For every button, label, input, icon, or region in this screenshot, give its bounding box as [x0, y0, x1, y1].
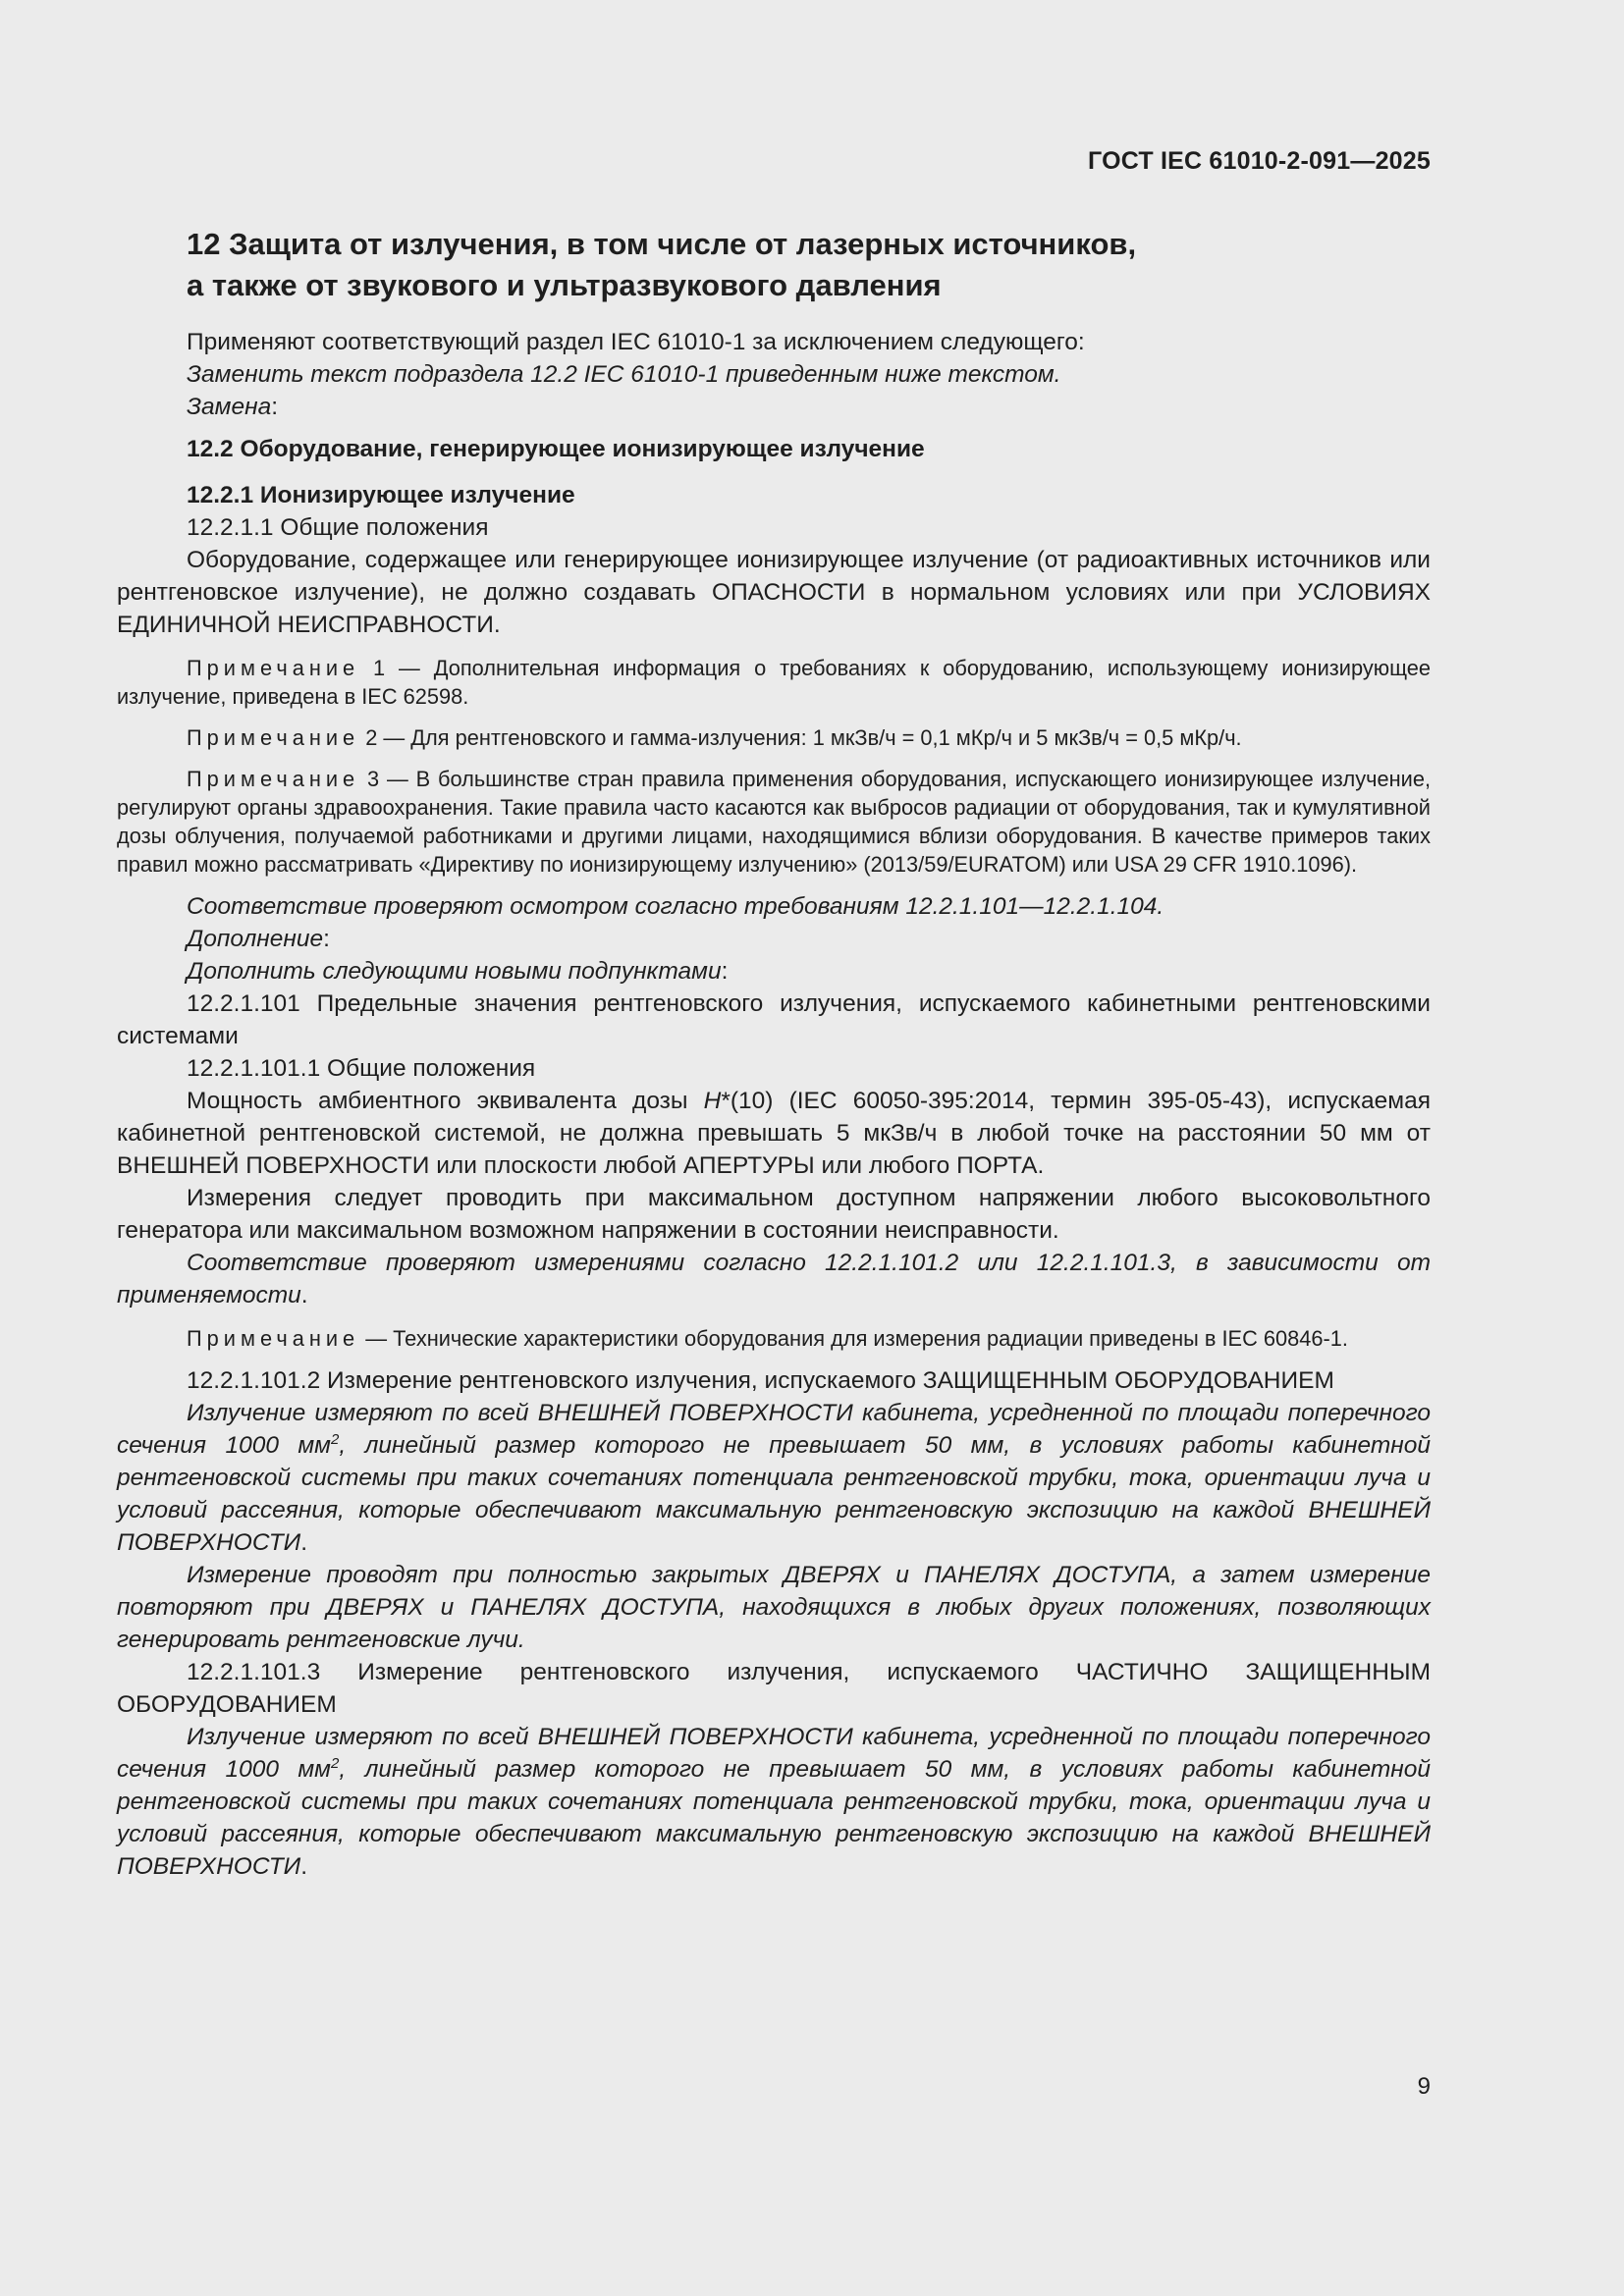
note-2: [117, 723, 1431, 752]
page-number: 9: [1417, 2073, 1431, 2100]
subsection-12-2-heading: 12.2 Оборудование, генерирующее ионизирующее излучение: [187, 436, 925, 462]
addition-word: Дополнение: [187, 926, 324, 952]
note-3: [117, 765, 1431, 879]
compliance-measurement-statement: [117, 1247, 1431, 1311]
protected-text-start: Излучение измеряют по всей ВНЕШНЕЙ ПОВЕРХНОСТИ кабинета, усредненной по площади поперечного сечения 1000 мм: [117, 1400, 1431, 1459]
partial-text-dot: .: [300, 1853, 308, 1880]
clause-12-2-1-101-1-heading: 12.2.1.101.1 Общие положения: [187, 1055, 536, 1082]
compliance-measurement-text: Соответствие проверяют измерениями согласно 12.2.1.101.2 или 12.2.1.101.3, в зависимости от применяемости: [117, 1250, 1431, 1308]
note-label: Примечание: [187, 656, 360, 680]
protected-text-end: , линейный размер которого не превышает 50 мм, в условиях работы кабинетной рентгеновской системы при таких сочетаниях потенциала рентгеновской трубки, тока, ориентации луча и условий рассеяния, которые обеспечивают максимальную рентгеновскую экспозицию на каждой ВНЕШНЕЙ ПОВЕРХНОСТИ: [117, 1432, 1431, 1556]
replacement-colon: :: [271, 394, 279, 420]
protected-text-dot: .: [300, 1529, 308, 1556]
clause-12-2-1-1-heading: 12.2.1.1 Общие положения: [187, 514, 489, 541]
note-3-text: 3 — В большинстве стран правила применения оборудования, испускающего ионизирующее излучение, регулируют органы здравоохранения. Такие правила часто касаются как выбросов радиации от оборудования, так и кумулятивной дозы облучения, получаемой работниками и другими лицами, находящимися вблизи оборудования. В качестве примеров таких правил можно рассматривать «Директиву по ионизирующему излучению» (2013/59/EURATOM) или USA 29 CFR 1910.1096).: [117, 767, 1431, 877]
partially-protected-measurement-paragraph: [117, 1721, 1431, 1883]
dose-rate-paragraph: [117, 1085, 1431, 1182]
clause-12-2-1-101-2-heading: 12.2.1.101.2 Измерение рентгеновского излучения, испускаемого ЗАЩИЩЕННЫМ ОБОРУДОВАНИЕМ: [187, 1367, 1334, 1394]
section-12-heading: [117, 224, 1431, 306]
replacement-word: Замена: [187, 394, 272, 420]
standard-code-header: ГОСТ IEC 61010-2-091—2025: [1088, 147, 1431, 175]
dose-rate-text-end: *(10) (IEC 60050-395:2014, термин 395-05-43), испускаемая кабинетной рентгеновской системой, не должна превышать 5 мкЗв/ч в любой точке на расстоянии 50 мм от ВНЕШНЕЙ ПОВЕРХНОСТИ или плоскости любой АПЕРТУРЫ или любого ПОРТА.: [117, 1088, 1431, 1179]
note-label: Примечание: [187, 725, 360, 750]
note-2-text: 2 — Для рентгеновского и гамма-излучения: 1 мкЗв/ч = 0,1 мКр/ч и 5 мкЗв/ч = 0,5 мКр/ч.: [359, 725, 1242, 750]
section-12-heading-line1: 12 Защита от излучения, в том числе от лазерных источников,: [187, 227, 1137, 261]
superscript-2: 2: [330, 1431, 340, 1448]
note-4-text: — Технические характеристики оборудования для измерения радиации приведены в IEC 60846-1.: [359, 1326, 1348, 1351]
page-content: [117, 224, 1431, 1883]
addition-instruction-text: Дополнить следующими новыми подпунктами: [187, 958, 722, 985]
section-12-heading-line2: а также от звукового и ультразвукового давления: [187, 268, 942, 302]
compliance-measurement-dot: .: [300, 1282, 308, 1308]
note-label: Примечание: [187, 767, 360, 791]
superscript-2: 2: [330, 1755, 340, 1772]
addition-instruction: [117, 955, 1431, 988]
addition-label: [117, 923, 1431, 955]
note-1-text: 1 — Дополнительная информация о требованиях к оборудованию, использующему ионизирующее излучение, приведена в IEC 62598.: [117, 656, 1431, 709]
addition-instruction-colon: :: [721, 958, 729, 985]
note-measurement-equipment: [117, 1324, 1431, 1353]
note-label: Примечание: [187, 1326, 360, 1351]
dose-symbol: H: [703, 1088, 722, 1114]
dose-rate-text-start: Мощность амбиентного эквивалента дозы: [187, 1088, 704, 1114]
clause-12-2-1-1-paragraph: Оборудование, содержащее или генерирующее ионизирующее излучение (от радиоактивных источников или рентгеновское излучение), не должно создавать ОПАСНОСТИ в нормальном условиях или при УСЛОВИЯХ ЕДИНИЧНОЙ НЕИСПРАВНОСТИ.: [117, 547, 1431, 638]
addition-colon: :: [323, 926, 330, 952]
clause-12-2-1-heading: 12.2.1 Ионизирующее излучение: [187, 482, 575, 508]
clause-12-2-1-101-heading: 12.2.1.101 Предельные значения рентгеновского излучения, испускаемого кабинетными рентгеновскими системами: [117, 990, 1431, 1049]
compliance-check-statement: Соответствие проверяют осмотром согласно требованиям 12.2.1.101—12.2.1.104.: [187, 893, 1164, 920]
doors-panels-paragraph: Измерение проводят при полностью закрытых ДВЕРЯХ и ПАНЕЛЯХ ДОСТУПА, а затем измерение повторяют при ДВЕРЯХ и ПАНЕЛЯХ ДОСТУПА, находящихся в любых других положениях, позволяющих генерировать рентгеновские лучи.: [117, 1562, 1431, 1653]
replacement-label: [117, 391, 1431, 423]
clause-12-2-1-101-3-heading: 12.2.1.101.3 Измерение рентгеновского излучения, испускаемого ЧАСТИЧНО ЗАЩИЩЕННЫМ ОБОРУДОВАНИЕМ: [117, 1659, 1431, 1718]
replace-instruction: Заменить текст подраздела 12.2 IEC 61010-1 приведенным ниже текстом.: [187, 361, 1061, 388]
note-1: [117, 654, 1431, 711]
protected-equipment-measurement-paragraph: [117, 1397, 1431, 1559]
partial-text-end: , линейный размер которого не превышает 50 мм, в условиях работы кабинетной рентгеновской системы при таких сочетаниях потенциала рентгеновской трубки, тока, ориентации луча и условий рассеяния, которые обеспечивают максимальную рентгеновскую экспозицию на каждой ВНЕШНЕЙ ПОВЕРХНОСТИ: [117, 1756, 1431, 1880]
intro-paragraph: Применяют соответствующий раздел IEC 61010-1 за исключением следующего:: [187, 329, 1085, 355]
partial-text-start: Излучение измеряют по всей ВНЕШНЕЙ ПОВЕРХНОСТИ кабинета, усредненной по площади поперечного сечения 1000 мм: [117, 1724, 1431, 1783]
measurement-conditions-paragraph: Измерения следует проводить при максимальном доступном напряжении любого высоковольтного генератора или максимальном возможном напряжении в состоянии неисправности.: [117, 1185, 1431, 1244]
